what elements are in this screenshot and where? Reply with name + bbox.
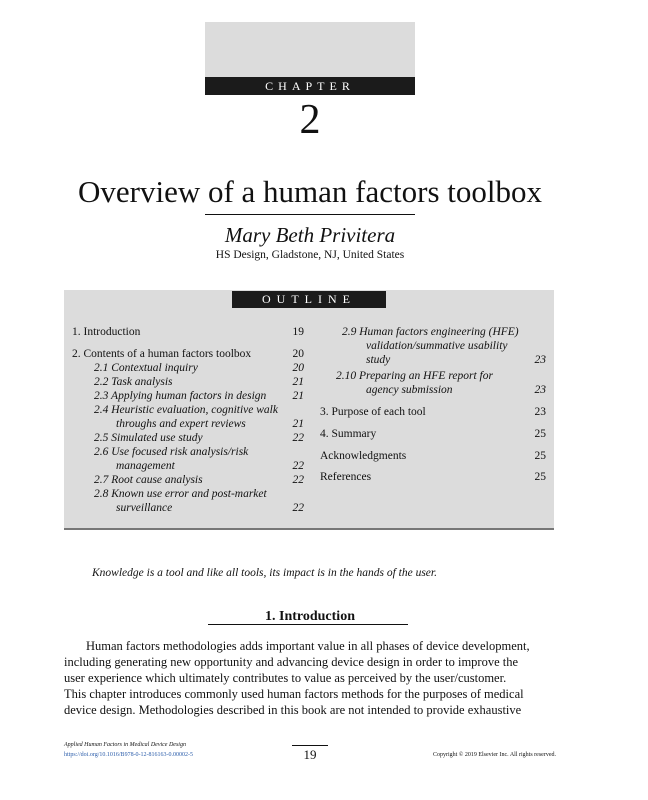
toc-entry-page: 21 bbox=[292, 390, 304, 402]
toc-entry-label: 2. Contents of a human factors toolbox bbox=[72, 348, 252, 360]
toc-entry[interactable] bbox=[72, 347, 304, 361]
epigraph: Knowledge is a tool and like all tools, its impact is in the hands of the user. bbox=[92, 567, 437, 579]
toc-entry-label: 2.7 Root cause analysis bbox=[94, 474, 203, 486]
toc-subentry-continued[interactable] bbox=[116, 459, 304, 473]
toc-entry-label: 2.3 Applying human factors in design bbox=[94, 390, 267, 402]
body-text-line: device design. Methodologies described in this book are not intended to provide exhaustive bbox=[64, 703, 522, 717]
toc-entry-label: 2.9 Human factors engineering (HFE) bbox=[342, 326, 519, 338]
toc-entry-page: 21 bbox=[292, 376, 304, 388]
footer-book-title: Applied Human Factors in Medical Device Design bbox=[64, 742, 186, 748]
toc-entry-page: 25 bbox=[534, 428, 546, 440]
author-affiliation: HS Design, Gladstone, NJ, United States bbox=[215, 249, 405, 261]
toc-entry-label: 3. Purpose of each tool bbox=[320, 406, 426, 418]
footer-copyright: Copyright © 2019 Elsevier Inc. All rights reserved. bbox=[432, 752, 556, 758]
toc-entry-label: 2.10 Preparing an HFE report for bbox=[336, 370, 493, 382]
chapter-title: Overview of a human factors toolbox bbox=[77, 174, 542, 209]
title-divider bbox=[205, 214, 415, 215]
toc-entry-page: 20 bbox=[292, 362, 304, 374]
toc-entry-label: 2.1 Contextual inquiry bbox=[94, 362, 198, 374]
body-text-line: including generating new opportunity and advancing device design in order to improve the bbox=[64, 655, 519, 669]
toc-entry-page: 25 bbox=[534, 450, 546, 462]
toc-subentry[interactable] bbox=[94, 431, 304, 445]
toc-entry[interactable] bbox=[320, 470, 546, 484]
chapter-label: CHAPTER bbox=[205, 77, 415, 95]
toc-entry-page: 25 bbox=[534, 471, 546, 483]
toc-entry-label: validation/summative usability bbox=[366, 340, 508, 352]
toc-subentry[interactable] bbox=[94, 473, 304, 487]
toc-entry[interactable] bbox=[320, 427, 546, 441]
toc-entry-label: 2.4 Heuristic evaluation, cognitive walk bbox=[94, 404, 278, 416]
toc-subentry-continued[interactable] bbox=[366, 339, 546, 353]
toc-subentry-continued[interactable] bbox=[366, 353, 546, 367]
toc-entry-label: 2.8 Known use error and post-market bbox=[94, 488, 267, 500]
toc-subentry-continued[interactable] bbox=[116, 417, 304, 431]
toc-entry-page: 23 bbox=[534, 354, 546, 366]
toc-entry-label: agency submission bbox=[366, 384, 453, 396]
footer-divider bbox=[292, 745, 328, 746]
toc-entry-label: References bbox=[320, 471, 372, 483]
toc-subentry[interactable] bbox=[94, 403, 304, 417]
toc-entry-page: 23 bbox=[534, 406, 546, 418]
toc-entry-label: management bbox=[116, 460, 175, 472]
toc-entry-page: 19 bbox=[292, 326, 304, 338]
toc-entry-label: 2.5 Simulated use study bbox=[94, 432, 203, 444]
toc-subentry[interactable] bbox=[94, 361, 304, 375]
toc-subentry[interactable] bbox=[94, 375, 304, 389]
body-text-line: user experience which ultimately contributes to value as perceived by the user/customer. bbox=[64, 671, 507, 685]
toc-subentry-continued[interactable] bbox=[116, 501, 304, 515]
section-divider bbox=[208, 624, 408, 625]
toc-entry-label: 2.6 Use focused risk analysis/risk bbox=[94, 446, 249, 458]
toc-entry-label: Acknowledgments bbox=[320, 450, 407, 462]
toc-entry-page: 22 bbox=[292, 474, 304, 486]
toc-entry-page: 23 bbox=[534, 384, 546, 396]
toc-entry-label: study bbox=[366, 354, 391, 366]
section-heading: 1. Introduction bbox=[265, 609, 355, 624]
page-number: 19 bbox=[303, 747, 317, 762]
body-text-line: Human factors methodologies adds important value in all phases of device development, bbox=[86, 639, 530, 653]
toc-entry-page: 22 bbox=[292, 502, 304, 514]
toc-entry-label: surveillance bbox=[116, 502, 173, 514]
toc-entry-label: 4. Summary bbox=[320, 428, 377, 440]
toc-subentry[interactable] bbox=[94, 487, 304, 501]
body-text-line: This chapter introduces commonly used human factors methods for the purposes of medical bbox=[64, 687, 524, 701]
author-name: Mary Beth Privitera bbox=[224, 223, 396, 247]
toc-subentry[interactable] bbox=[94, 445, 304, 459]
toc-subentry[interactable] bbox=[336, 369, 546, 383]
toc-entry-page: 22 bbox=[292, 432, 304, 444]
toc-subentry-continued[interactable] bbox=[366, 383, 546, 397]
toc-entry[interactable] bbox=[320, 405, 546, 419]
toc-entry[interactable] bbox=[320, 449, 546, 463]
toc-entry-label: 2.2 Task analysis bbox=[94, 376, 173, 388]
toc-subentry[interactable] bbox=[94, 389, 304, 403]
toc-entry-label: 1. Introduction bbox=[72, 326, 141, 338]
outline-label: OUTLINE bbox=[232, 291, 386, 308]
toc-entry[interactable] bbox=[72, 325, 304, 339]
toc-entry-page: 22 bbox=[292, 460, 304, 472]
footer-doi-link[interactable]: https://doi.org/10.1016/B978-0-12-816163-0.00002-5 bbox=[64, 752, 194, 758]
toc-entry-page: 21 bbox=[292, 418, 304, 430]
toc-entry-page: 20 bbox=[292, 348, 304, 360]
toc-subentry[interactable] bbox=[342, 325, 546, 339]
toc-entry-label: throughs and expert reviews bbox=[116, 418, 246, 430]
chapter-number: 2 bbox=[299, 97, 321, 143]
